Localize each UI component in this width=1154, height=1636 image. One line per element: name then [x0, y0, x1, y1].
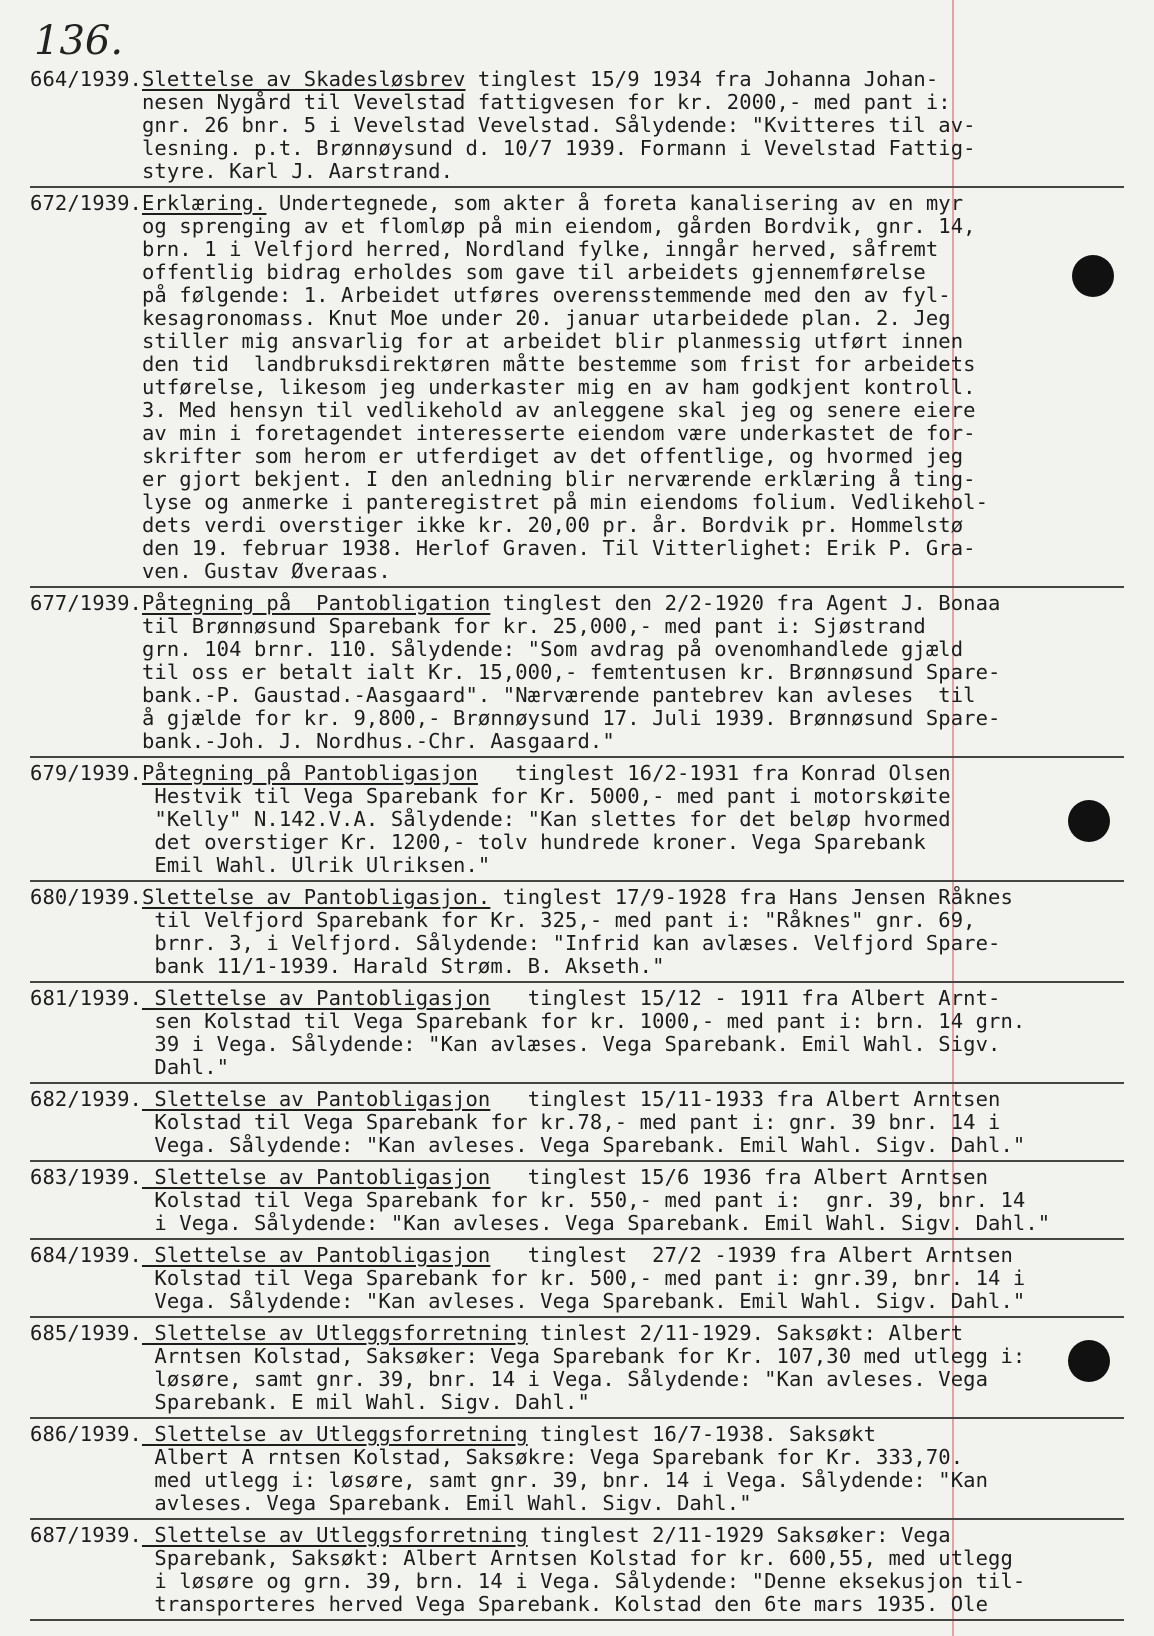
- entry-first-text: tinglest 16/7-1938. Saksøkt: [527, 1422, 877, 1446]
- entry-text-line: offentlig bidrag erholdes som gave til arbeidets gjennemførelse: [30, 260, 926, 284]
- entry-first-text: tinglest 15/6 1936 fra Albert Arntsen: [490, 1165, 989, 1189]
- entry-first-text: tinglest 15/9 1934 fra Johanna Johan-: [465, 67, 939, 91]
- entry-text-line: Sparebank, Saksøkt: Albert Arntsen Kolstad for kr. 600,55, med utlegg: [30, 1546, 1013, 1570]
- entry-text-line: dets verdi overstiger ikke kr. 20,00 pr. år. Bordvik pr. Hommelstø: [30, 513, 964, 537]
- entry-first-text: tinglest den 2/2-1920 fra Agent J. Bonaa: [490, 591, 1001, 615]
- entry-number: 672/1939.: [30, 191, 142, 215]
- ledger-entry: [30, 762, 1124, 882]
- entry-text-line: Arntsen Kolstad, Saksøker: Vega Sparebank for Kr. 107,30 med utlegg i:: [30, 1344, 1026, 1368]
- entry-number: 686/1939.: [30, 1422, 142, 1446]
- ledger-entry: [30, 1088, 1124, 1162]
- entry-first-line: [30, 1322, 1124, 1345]
- entry-text-line: lesning. p.t. Brønnøysund d. 10/7 1939. Formann i Vevelstad Fattig-: [30, 136, 976, 160]
- entry-title: Slettelse av Pantobligasjon: [141, 986, 491, 1010]
- page-number: 136.: [34, 18, 124, 64]
- entry-text-line: Sparebank. E mil Wahl. Sigv. Dahl.": [30, 1390, 590, 1414]
- entry-text-line: lyse og anmerke i panteregistret på min eiendoms folium. Vedlikehol-: [30, 490, 989, 514]
- ledger-entry: [30, 1524, 1124, 1621]
- entry-first-text: tinglest 15/12 - 1911 fra Albert Arnt-: [490, 986, 1001, 1010]
- entry-text-line: Albert A rntsen Kolstad, Saksøkre: Vega Sparebank for Kr. 333,70.: [30, 1445, 964, 1469]
- entry-text-line: ven. Gustav Øveraas.: [30, 559, 391, 583]
- entry-title: Slettelse av Pantobligasjon: [141, 1087, 491, 1111]
- entry-text-line: med utlegg i: løsøre, samt gnr. 39, bnr. 14 i Vega. Sålydende: "Kan: [30, 1468, 989, 1492]
- entry-first-text: Undertegnede, som akter å foreta kanalisering av en myr: [266, 191, 964, 215]
- entry-text-line: den tid landbruksdirektøren måtte bestemme som frist for arbeidets: [30, 352, 976, 376]
- entry-text-line: Kolstad til Vega Sparebank for kr. 500,- med pant i: gnr.39, bnr. 14 i: [30, 1266, 1026, 1290]
- entry-first-text: tinglest 2/11-1929 Saksøker: Vega: [527, 1523, 951, 1547]
- entry-first-text: tinglest 15/11-1933 fra Albert Arntsen: [490, 1087, 1001, 1111]
- entry-text-line: av min i foretagendet interesserte eiendom være underkastet de for-: [30, 421, 976, 445]
- entry-first-line: [30, 987, 1124, 1010]
- entry-text-line: utførelse, likesom jeg underkaster mig en av ham godkjent kontroll.: [30, 375, 976, 399]
- entry-number: 677/1939.: [30, 591, 142, 615]
- entry-first-text: tinlest 2/11-1929. Saksøkt: Albert: [527, 1321, 964, 1345]
- entry-text-line: Vega. Sålydende: "Kan avleses. Vega Sparebank. Emil Wahl. Sigv. Dahl.": [30, 1133, 1026, 1157]
- entry-first-line: [30, 1423, 1124, 1446]
- entry-text-line: 3. Med hensyn til vedlikehold av anleggene skal jeg og senere eiere: [30, 398, 976, 422]
- entry-first-line: [30, 68, 1124, 91]
- entry-text-line: på følgende: 1. Arbeidet utføres overensstemmende med den av fyl-: [30, 283, 951, 307]
- entry-number: 681/1939.: [30, 986, 142, 1010]
- entry-text-line: Vega. Sålydende: "Kan avleses. Vega Sparebank. Emil Wahl. Sigv. Dahl.": [30, 1289, 1026, 1313]
- entry-title: Slettelse av Utleggsforretning: [141, 1321, 528, 1345]
- entry-number: 682/1939.: [30, 1087, 142, 1111]
- entry-first-line: [30, 1166, 1124, 1189]
- entry-number: 679/1939.: [30, 761, 142, 785]
- ledger-entry: [30, 1423, 1124, 1520]
- entry-text-line: løsøre, samt gnr. 39, bnr. 14 i Vega. Sålydende: "Kan avleses. Vega: [30, 1367, 989, 1391]
- ledger-entry: [30, 192, 1124, 588]
- entry-text-line: skrifter som herom er utferdiget av det offentlige, og hvormed jeg: [30, 444, 964, 468]
- entry-title: Slettelse av Pantobligasjon.: [141, 885, 491, 909]
- entry-text-line: Dahl.": [30, 1055, 230, 1079]
- entry-first-line: [30, 1244, 1124, 1267]
- entry-first-line: [30, 192, 1124, 215]
- entry-text-line: brn. 1 i Velfjord herred, Nordland fylke, inngår herved, såfremt: [30, 237, 939, 261]
- entry-text-line: bank 11/1-1939. Harald Strøm. B. Akseth.": [30, 954, 665, 978]
- entry-text-line: Hestvik til Vega Sparebank for Kr. 5000,- med pant i motorskøite: [30, 784, 951, 808]
- entry-text-line: "Kelly" N.142.V.A. Sålydende: "Kan slettes for det beløp hvormed: [30, 807, 951, 831]
- entry-text-line: bank.-P. Gaustad.-Aasgaard". "Nærværende pantebrev kan avleses til: [30, 683, 976, 707]
- entry-text-line: Emil Wahl. Ulrik Ulriksen.": [30, 853, 491, 877]
- entry-text-line: 39 i Vega. Sålydende: "Kan avlæses. Vega Sparebank. Emil Wahl. Sigv.: [30, 1032, 1001, 1056]
- entry-title: Slettelse av Pantobligasjon: [141, 1243, 491, 1267]
- entry-first-text: tinglest 27/2 -1939 fra Albert Arntsen: [490, 1243, 1013, 1267]
- entry-text-line: nesen Nygård til Vevelstad fattigvesen for kr. 2000,- med pant i:: [30, 90, 951, 114]
- entry-first-line: [30, 1524, 1124, 1547]
- entries-list: [0, 68, 1154, 1625]
- entry-number: 680/1939.: [30, 885, 142, 909]
- entry-text-line: og sprenging av et flomløp på min eiendom, gården Bordvik, gnr. 14,: [30, 214, 976, 238]
- entry-title: Påtegning på Pantobligasjon: [141, 761, 478, 785]
- entry-text-line: Kolstad til Vega Sparebank for kr. 550,- med pant i: gnr. 39, bnr. 14: [30, 1188, 1026, 1212]
- entry-number: 683/1939.: [30, 1165, 142, 1189]
- ledger-entry: [30, 1244, 1124, 1318]
- entry-title: Slettelse av Skadesløsbrev: [141, 67, 466, 91]
- ledger-entry: [30, 886, 1124, 983]
- entry-text-line: bank.-Joh. J. Nordhus.-Chr. Aasgaard.": [30, 729, 615, 753]
- entry-text-line: sen Kolstad til Vega Sparebank for kr. 1000,- med pant i: brn. 14 grn.: [30, 1009, 1026, 1033]
- entry-first-text: tinglest 16/2-1931 fra Konrad Olsen: [477, 761, 951, 785]
- entry-text-line: til Velfjord Sparebank for Kr. 325,- med pant i: "Råknes" gnr. 69,: [30, 908, 976, 932]
- entry-text-line: er gjort bekjent. I den anledning blir nerværende erklæring å ting-: [30, 467, 976, 491]
- entry-text-line: transporteres herved Vega Sparebank. Kolstad den 6te mars 1935. Ole: [30, 1592, 989, 1616]
- entry-first-line: [30, 1088, 1124, 1111]
- entry-text-line: stiller mig ansvarlig for at arbeidet blir planmessig utført innen: [30, 329, 964, 353]
- ledger-entry: [30, 1322, 1124, 1419]
- ledger-entry: [30, 592, 1124, 758]
- entry-title: Slettelse av Pantobligasjon: [141, 1165, 491, 1189]
- entry-title: Slettelse av Utleggsforretning: [141, 1422, 528, 1446]
- entry-first-text: tinglest 17/9-1928 fra Hans Jensen Råknes: [490, 885, 1013, 909]
- entry-first-line: [30, 762, 1124, 785]
- entry-text-line: kesagronomass. Knut Moe under 20. januar utarbeidede plan. 2. Jeg: [30, 306, 951, 330]
- ledger-entry: [30, 1166, 1124, 1240]
- entry-title: Påtegning på Pantobligation: [141, 591, 491, 615]
- entry-text-line: i Vega. Sålydende: "Kan avleses. Vega Sparebank. Emil Wahl. Sigv. Dahl.": [30, 1211, 1051, 1235]
- entry-text-line: styre. Karl J. Aarstrand.: [30, 159, 454, 183]
- entry-text-line: å gjælde for kr. 9,800,- Brønnøysund 17. Juli 1939. Brønnøsund Spare-: [30, 706, 1001, 730]
- entry-text-line: til oss er betalt ialt Kr. 15,000,- femtentusen kr. Brønnøsund Spare-: [30, 660, 1001, 684]
- entry-text-line: Kolstad til Vega Sparebank for kr.78,- med pant i: gnr. 39 bnr. 14 i: [30, 1110, 1001, 1134]
- entry-text-line: den 19. februar 1938. Herlof Graven. Til Vitterlighet: Erik P. Gra-: [30, 536, 976, 560]
- entry-text-line: avleses. Vega Sparebank. Emil Wahl. Sigv. Dahl.": [30, 1491, 752, 1515]
- entry-text-line: til Brønnøsund Sparebank for kr. 25,000,- med pant i: Sjøstrand: [30, 614, 926, 638]
- entry-text-line: grn. 104 brnr. 110. Sålydende: "Som avdrag på ovenomhandlede gjæld: [30, 637, 964, 661]
- entry-text-line: i løsøre og grn. 39, brn. 14 i Vega. Sålydende: "Denne eksekusjon til-: [30, 1569, 1026, 1593]
- entry-text-line: gnr. 26 bnr. 5 i Vevelstad Vevelstad. Sålydende: "Kvitteres til av-: [30, 113, 976, 137]
- ledger-entry: [30, 987, 1124, 1084]
- entry-first-line: [30, 592, 1124, 615]
- entry-number: 664/1939.: [30, 67, 142, 91]
- entry-number: 685/1939.: [30, 1321, 142, 1345]
- entry-number: 687/1939.: [30, 1523, 142, 1547]
- entry-text-line: brnr. 3, i Velfjord. Sålydende: "Infrid kan avlæses. Velfjord Spare-: [30, 931, 1001, 955]
- entry-number: 684/1939.: [30, 1243, 142, 1267]
- ledger-entry: [30, 68, 1124, 188]
- entry-title: Slettelse av Utleggsforretning: [141, 1523, 528, 1547]
- entry-title: Erklæring.: [141, 191, 267, 215]
- entry-first-line: [30, 886, 1124, 909]
- entry-text-line: det overstiger Kr. 1200,- tolv hundrede kroner. Vega Sparebank: [30, 830, 926, 854]
